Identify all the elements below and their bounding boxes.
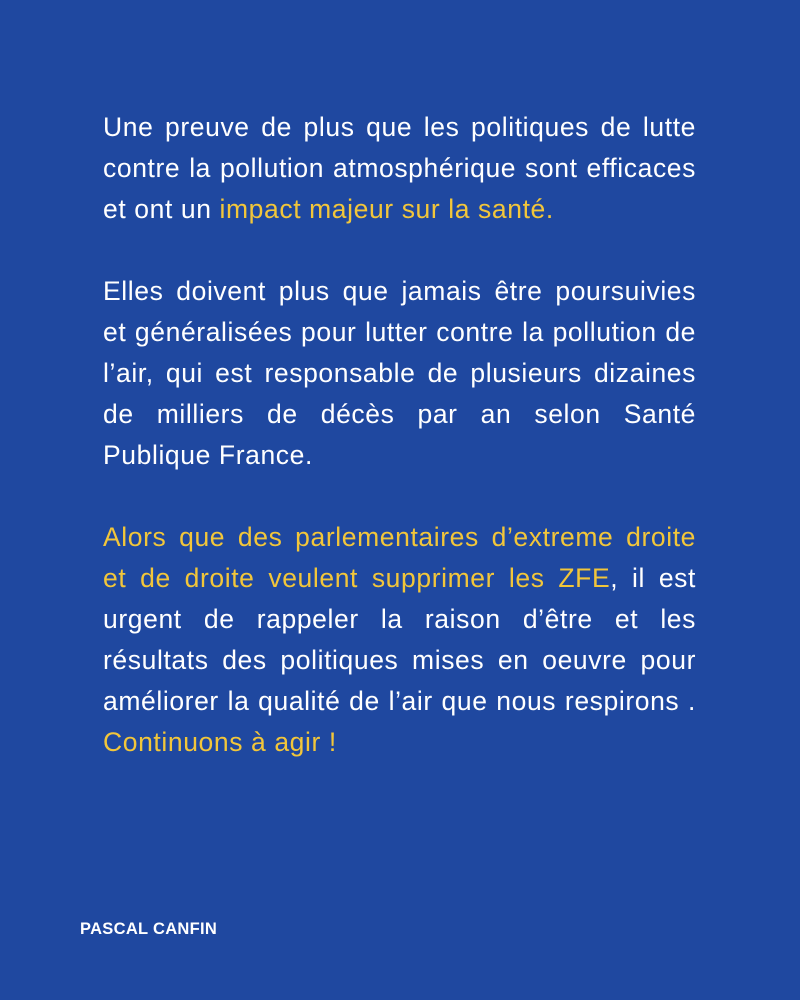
paragraph-2-text: Elles doivent plus que jamais être poursuivies et généralisées pour lutter contre la pollution de l’air, qui est responsable de plusieurs dizaines de milliers de décès par an selon Santé Publique France. — [103, 276, 696, 470]
paragraph-2 — [103, 271, 696, 476]
paragraph-3-highlight: Alors que des parlementaires d’extreme droite et de droite veulent supprimer les ZFE — [103, 522, 696, 593]
post-body — [103, 107, 696, 804]
paragraph-1-text: Une preuve de plus que les politiques de lutte contre la pollution atmosphérique sont efficaces et ont un — [103, 112, 696, 224]
paragraph-3-text: , il est urgent de rappeler la raison d’être et les résultats des politiques mises en oeuvre pour améliorer la qualité de l’air que nous respirons . — [103, 563, 696, 716]
paragraph-3 — [103, 517, 696, 763]
call-to-action: Continuons à agir ! — [103, 727, 337, 757]
paragraph-1-highlight: impact majeur sur la santé. — [219, 194, 554, 224]
author-signature: PASCAL CANFIN — [80, 920, 218, 938]
paragraph-1 — [103, 107, 696, 230]
